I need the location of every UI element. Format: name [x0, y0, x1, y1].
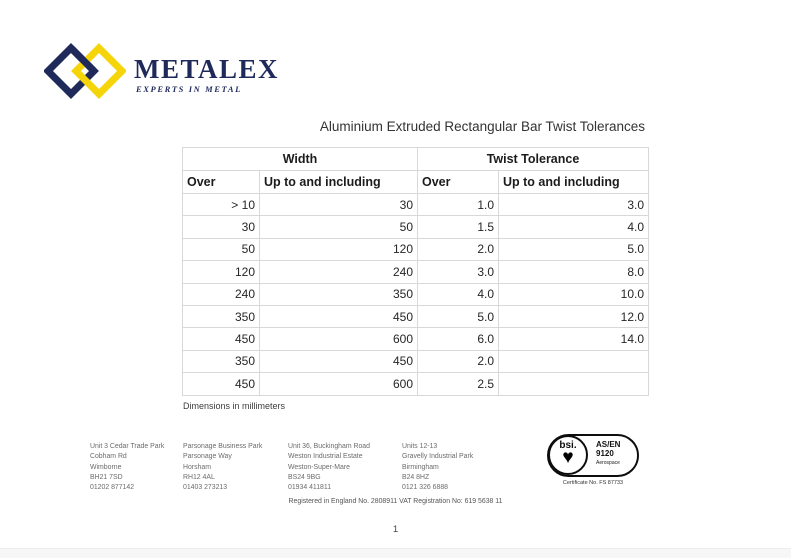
table-cell: 4.0 [418, 283, 499, 305]
table-row [183, 216, 649, 238]
table-cell: 450 [183, 373, 260, 395]
table-row [183, 261, 649, 283]
column-header: Over [418, 171, 499, 194]
table-cell: 30 [260, 194, 418, 216]
table-cell: 120 [183, 261, 260, 283]
metalex-logo-icon [44, 42, 126, 100]
table-cell: 8.0 [499, 261, 649, 283]
table-row [183, 350, 649, 372]
brand-tagline: EXPERTS IN METAL [136, 84, 242, 94]
address-line: Weston Industrial Estate [288, 453, 363, 461]
table-cell: 2.0 [418, 238, 499, 260]
table-cell: 3.0 [418, 261, 499, 283]
table-cell: 50 [183, 238, 260, 260]
address-line: 0121 326 6888 [402, 484, 448, 492]
address-line: Unit 36, Buckingham Road [288, 443, 370, 450]
address-block [288, 442, 370, 493]
table-cell: 600 [260, 328, 418, 350]
table-cell: 240 [183, 283, 260, 305]
address-line: RH12 4AL [183, 473, 215, 481]
table-cell: 2.0 [418, 350, 499, 372]
bsi-standard-block [596, 436, 637, 466]
table-row [183, 305, 649, 327]
table-cell: 3.0 [499, 194, 649, 216]
table-column-header-row [183, 171, 649, 194]
address-line: BS24 9BG [288, 473, 321, 481]
page-title: Aluminium Extruded Rectangular Bar Twist Tolerances [319, 119, 645, 134]
table-cell: 30 [183, 216, 260, 238]
company-registration-line: Registered in England No. 2808911 VAT Registration No: 619 5638 11 [288, 498, 503, 505]
table-cell: 12.0 [499, 305, 649, 327]
address-block [90, 442, 164, 493]
table-cell [499, 373, 649, 395]
table-cell: 450 [183, 328, 260, 350]
dimensions-note: Dimensions in millimeters [183, 401, 286, 411]
table-group-header-row [183, 148, 649, 171]
address-line: 01202 877142 [90, 484, 135, 492]
address-line: Birmingham [402, 463, 439, 471]
table-cell: 450 [260, 305, 418, 327]
address-line: Parsonage Way [183, 453, 232, 461]
bsi-certificate-number: Certificate No. FS 87733 [562, 480, 624, 486]
address-line: 01934 411811 [288, 484, 332, 492]
table-cell: 14.0 [499, 328, 649, 350]
page-number: 1 [392, 524, 399, 535]
table-cell: 2.5 [418, 373, 499, 395]
bsi-roundel [548, 435, 588, 475]
address-line: Unit 3 Cedar Trade Park [90, 443, 165, 450]
address-line: Wimborne [90, 463, 122, 471]
group-header-twist-tolerance: Twist Tolerance [418, 148, 649, 171]
table-cell: 1.5 [418, 216, 499, 238]
address-line: Weston-Super-Mare [288, 463, 350, 471]
table-cell: 600 [260, 373, 418, 395]
table-cell: 50 [260, 216, 418, 238]
table-cell: 5.0 [499, 238, 649, 260]
column-header: Up to and including [499, 171, 649, 194]
table-cell: 120 [260, 238, 418, 260]
table-row [183, 194, 649, 216]
address-line: Gravelly Industrial Park [402, 453, 474, 461]
viewer-bottom-strip [0, 548, 791, 558]
footer-addresses [0, 442, 791, 496]
tolerance-table-body [183, 194, 649, 396]
address-line: Horsham [183, 463, 211, 471]
address-line: Parsonage Business Park [183, 443, 263, 450]
table-cell: 350 [260, 283, 418, 305]
brand-name: METALEX [134, 54, 280, 84]
address-block [183, 442, 262, 493]
bsi-certification-mark [547, 434, 642, 486]
table-cell: > 10 [183, 194, 260, 216]
tolerance-table [182, 147, 649, 396]
bsi-heart-icon: ♥ [562, 447, 574, 468]
address-line: BH21 7SD [90, 473, 123, 481]
bsi-wordmark: bsi. [559, 440, 577, 451]
group-header-width: Width [183, 148, 418, 171]
bsi-category: Aerospace [596, 460, 620, 466]
table-row [183, 238, 649, 260]
column-header: Over [183, 171, 260, 194]
table-row [183, 328, 649, 350]
address-block [402, 442, 473, 493]
column-header: Up to and including [260, 171, 418, 194]
table-row [183, 283, 649, 305]
address-line: Cobham Rd [90, 453, 127, 461]
table-cell: 240 [260, 261, 418, 283]
address-line: B24 8HZ [402, 473, 430, 481]
brand-text [134, 42, 279, 100]
table-row [183, 373, 649, 395]
table-cell: 4.0 [499, 216, 649, 238]
logo-diamond-yellow [76, 48, 122, 94]
brand-header [44, 42, 279, 100]
bsi-stadium [547, 434, 639, 477]
table-cell: 1.0 [418, 194, 499, 216]
table-cell: 10.0 [499, 283, 649, 305]
address-line: 01403 273213 [183, 484, 228, 492]
table-cell: 350 [183, 305, 260, 327]
logo-diamond-navy [48, 48, 94, 94]
address-line: Units 12-13 [402, 443, 438, 450]
bsi-standard: AS/EN [596, 440, 621, 449]
table-cell [499, 350, 649, 372]
bsi-standard-number: 9120 [596, 448, 614, 458]
table-cell: 350 [183, 350, 260, 372]
table-cell: 450 [260, 350, 418, 372]
table-cell: 5.0 [418, 305, 499, 327]
table-cell: 6.0 [418, 328, 499, 350]
